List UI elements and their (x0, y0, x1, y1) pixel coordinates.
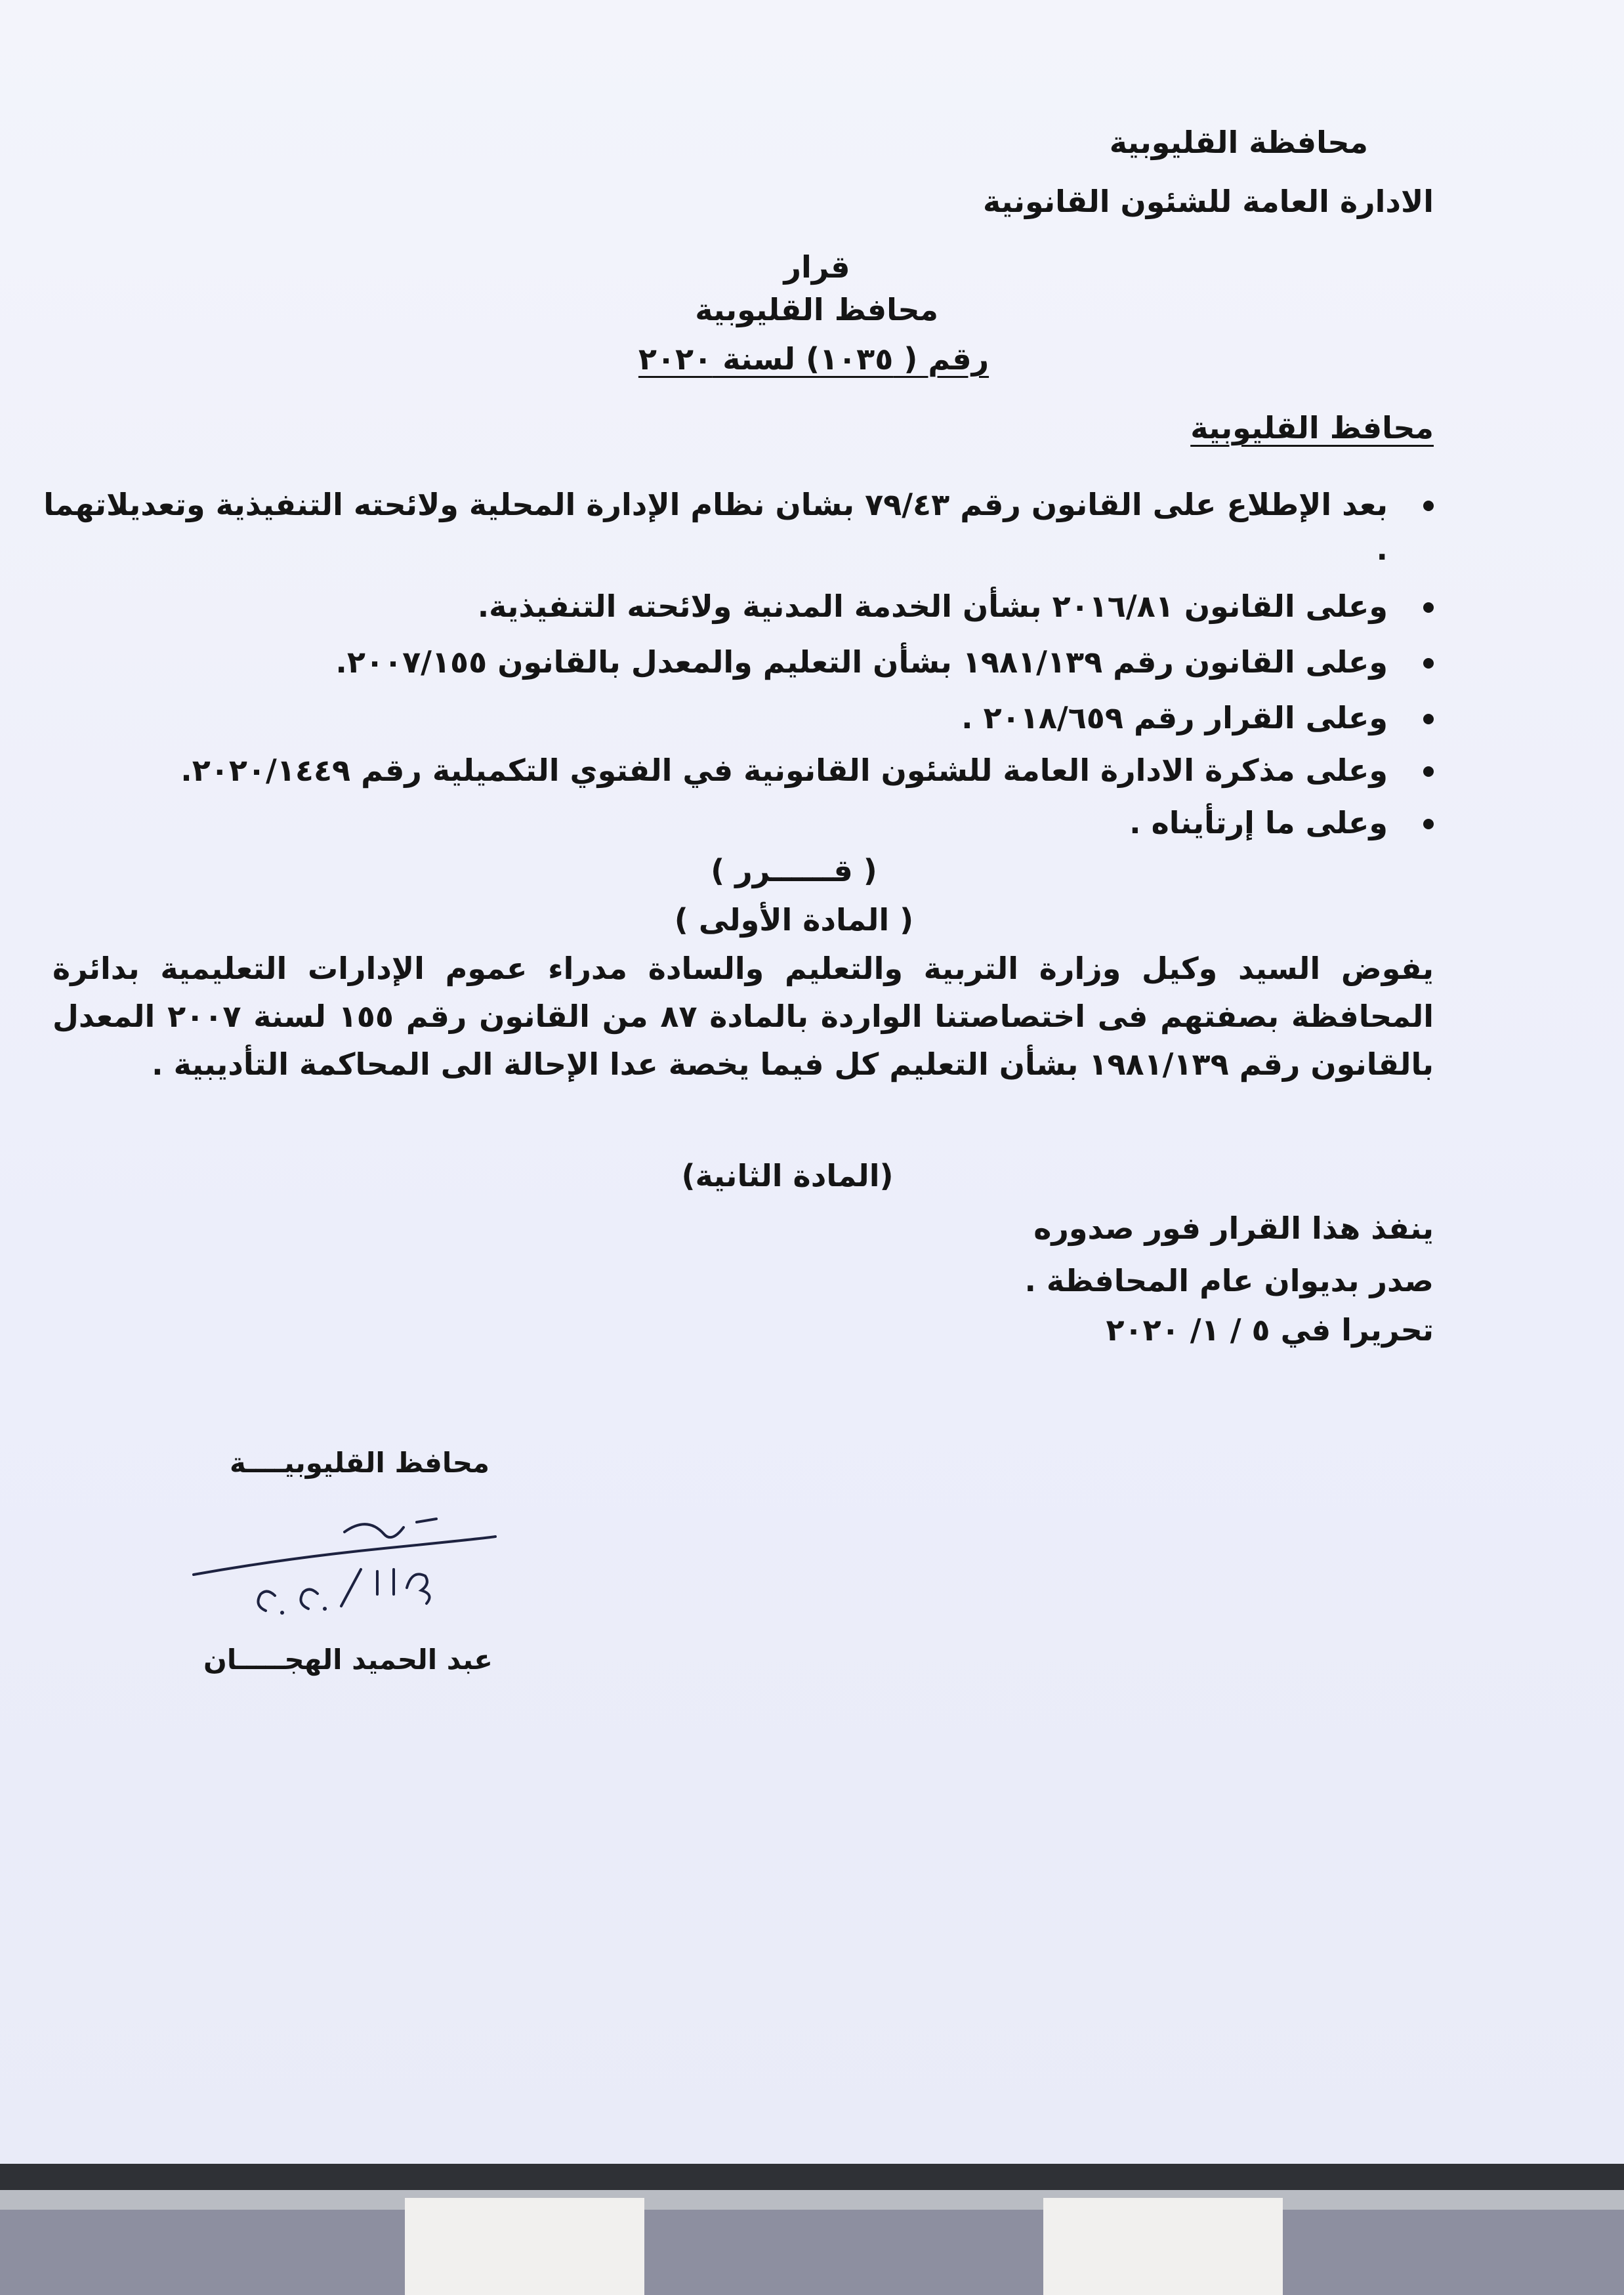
article1-body: يفوض السيد وكيل وزارة التربية والتعليم والسادة مدراء عموم الإدارات التعليمية بدائرة المحافظة بصفتهم فى اختصاصتنا الواردة بالمادة ٨٧ من القانون رقم ١٥٥ لسنة ٢٠٠٧ المعدل بالقانون رقم ١٩٨١/١٣٩ بشأن التعليم كل فيما يخصة عدا الإحالة الى المحاكمة التأديبية . (52, 951, 1434, 1082)
decided-heading: ( قــــــرر ) (711, 853, 877, 888)
recital-item (43, 695, 1434, 740)
scanner-edge-dark (0, 2164, 1624, 2190)
issued-at-line: صدر بديوان عام المحافظة . (1024, 1263, 1434, 1298)
bullet-dot-icon (1423, 714, 1434, 724)
recital-text: وعلى القرار رقم ٢٠١٨/٦٥٩ . (961, 700, 1388, 735)
recital-text: وعلى ما إرتأيناه . (1129, 805, 1388, 840)
department-header: الادارة العامة للشئون القانونية (983, 184, 1434, 219)
execution-line: ينفذ هذا القرار فور صدوره (1033, 1210, 1434, 1246)
signatory-name: عبد الحميد الهجـــــان (203, 1644, 493, 1676)
decree-word: قرار (783, 249, 850, 285)
article1-heading: ( المادة الأولى ) (674, 902, 914, 938)
signatory-title: محافظ القليوبيــــة (230, 1447, 489, 1479)
scanner-clip-left (405, 2198, 644, 2295)
scanner-bed (0, 2210, 1624, 2295)
scanner-edge-light (0, 2190, 1624, 2210)
recital-item (43, 482, 1434, 571)
preamble-heading: محافظ القليوبية (1190, 410, 1434, 445)
handwritten-signature (187, 1496, 502, 1640)
scanner-clip-right (1043, 2198, 1283, 2295)
decree-number: رقم ( ١٠٣٥) لسنة ٢٠٢٠ (638, 341, 989, 377)
article2-heading: (المادة الثانية) (681, 1158, 894, 1193)
recital-item (43, 584, 1434, 629)
bullet-dot-icon (1423, 658, 1434, 669)
recital-text: بعد الإطلاع على القانون رقم ٧٩/٤٣ بشان نظام الإدارة المحلية ولائحته التنفيذية وتعديلاتهما . (43, 487, 1388, 567)
bullet-dot-icon (1423, 501, 1434, 511)
recital-text: وعلى القانون رقم ١٩٨١/١٣٩ بشأن التعليم والمعدل بالقانون ٢٠٠٧/١٥٥. (335, 644, 1388, 680)
governorate-header: محافظة القليوبية (1109, 125, 1368, 160)
recital-text: وعلى مذكرة الادارة العامة للشئون القانونية في الفتوي التكميلية رقم ٢٠٢٠/١٤٤٩. (180, 753, 1388, 788)
decree-issuer: محافظ القليوبية (695, 292, 938, 327)
recital-item (43, 640, 1434, 684)
bullet-dot-icon (1423, 819, 1434, 829)
recital-item (43, 748, 1434, 793)
date-line: تحريرا في ٥ / ١/ ٢٠٢٠ (1106, 1312, 1434, 1348)
recital-item (43, 800, 1434, 845)
bullet-dot-icon (1423, 766, 1434, 777)
bullet-dot-icon (1423, 602, 1434, 613)
recital-text: وعلى القانون ٢٠١٦/٨١ بشأن الخدمة المدنية ولائحته التنفيذية. (477, 589, 1388, 624)
